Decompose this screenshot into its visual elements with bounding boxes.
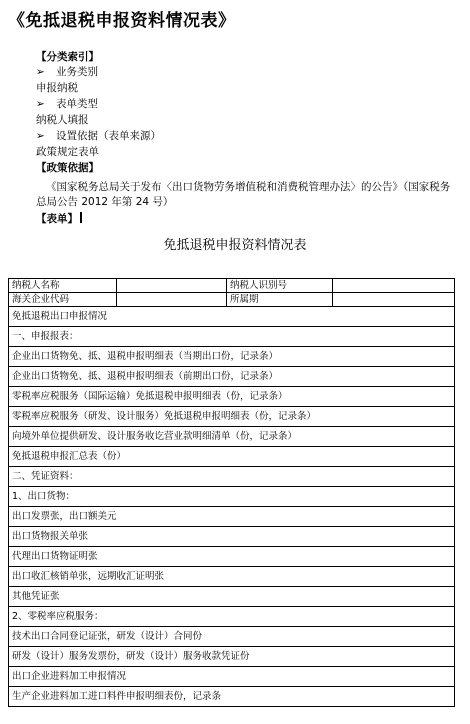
table-row — [9, 687, 455, 707]
category-index-heading: 【分类索引】 — [36, 51, 99, 63]
table-row-label: 1、出口货物： — [9, 487, 455, 507]
table-row-label: 企业出口货物免、抵、退税申报明细表（当期出口份，记录条） — [9, 347, 455, 367]
table-row — [9, 327, 455, 347]
bullet-arrow-icon: ➢ — [36, 98, 45, 110]
table-row — [9, 367, 455, 387]
table-row-label: 代理出口货物证明张 — [9, 547, 455, 567]
form-title: 免抵退税申报资料情况表 — [163, 238, 307, 253]
table-row — [9, 447, 455, 467]
table-row — [9, 567, 455, 587]
table-row — [9, 647, 455, 667]
period-field[interactable] — [333, 293, 455, 307]
table-row-label: 一、申报报表： — [9, 327, 455, 347]
bullet-arrow-icon: ➢ — [36, 130, 45, 142]
table-row — [9, 587, 455, 607]
basis-label-line — [36, 129, 161, 144]
bullet-arrow-icon: ➢ — [36, 66, 45, 78]
table-row-label: 零税率应税服务（研发、设计服务）免抵退税申报明细表（份，记录条） — [9, 407, 455, 427]
taxpayer-name-label: 纳税人名称 — [9, 279, 117, 293]
table-row-label: 向境外单位提供研发、设计服务收讫营业款明细清单（份，记录条） — [9, 427, 455, 447]
page-title: 《免抵退税申报资料情况表》 — [8, 11, 236, 31]
table-row — [9, 607, 455, 627]
table-row-label: 出口收汇核销单张，远期收汇证明张 — [9, 567, 455, 587]
table-row-label: 其他凭证张 — [9, 587, 455, 607]
form-heading-line — [36, 212, 82, 227]
form-type-value: 纳税人填报 — [36, 114, 89, 126]
policy-basis-heading: 【政策依据】 — [36, 162, 99, 174]
table-row — [9, 307, 455, 327]
table-row — [9, 507, 455, 527]
table-row — [9, 547, 455, 567]
table-row-label: 出口发票张，出口额美元 — [9, 507, 455, 527]
customs-code-field[interactable] — [117, 293, 227, 307]
basis-value: 政策规定表单 — [36, 146, 99, 158]
table-row-label: 生产企业进料加工进口料件申报明细表份，记录条 — [9, 687, 455, 707]
table-row — [9, 627, 455, 647]
table-row-label: 研发（设计）服务发票份，研发（设计）服务收款凭证份 — [9, 647, 455, 667]
table-header-row — [9, 293, 455, 307]
table-row-label: 出口企业进料加工申报情况 — [9, 667, 455, 687]
form-type-label-line — [36, 97, 98, 112]
declaration-table — [8, 278, 455, 707]
table-row — [9, 427, 455, 447]
table-row-label: 技术出口合同登记证张，研发（设计）合同份 — [9, 627, 455, 647]
table-row — [9, 527, 455, 547]
table-header-row — [9, 279, 455, 293]
table-row-label: 二、凭证资料： — [9, 467, 455, 487]
table-row — [9, 667, 455, 687]
business-type-value: 申报纳税 — [36, 82, 78, 94]
taxpayer-id-field[interactable] — [333, 279, 455, 293]
table-row-label: 免抵退税出口申报情况 — [9, 307, 455, 327]
table-row — [9, 347, 455, 367]
period-label: 所属期 — [227, 293, 333, 307]
policy-text: 《国家税务总局关于发布〈出口货物劳务增值税和消费税管理办法〉的公告》（国家税务总局公告 2012 年第 24 号） — [36, 181, 451, 208]
taxpayer-id-label: 纳税人识别号 — [227, 279, 333, 293]
form-heading: 【表单】 — [36, 213, 78, 225]
table-row-label: 出口货物报关单张 — [9, 527, 455, 547]
basis-label: 设置依据（表单来源） — [56, 130, 161, 142]
customs-code-label: 海关企业代码 — [9, 293, 117, 307]
table-row — [9, 487, 455, 507]
table-row-label: 免抵退税申报汇总表（份） — [9, 447, 455, 467]
form-type-label: 表单类型 — [56, 98, 98, 110]
table-row-label: 2、零税率应税服务： — [9, 607, 455, 627]
table-row — [9, 387, 455, 407]
text-cursor — [80, 212, 82, 223]
taxpayer-name-field[interactable] — [117, 279, 227, 293]
table-row — [9, 467, 455, 487]
table-row-label: 企业出口货物免、抵、退税申报明细表（前期出口份，记录条） — [9, 367, 455, 387]
table-row-label: 零税率应税服务（国际运输）免抵退税申报明细表（份，记录条） — [9, 387, 455, 407]
business-type-label: 业务类别 — [56, 66, 98, 78]
business-type-label-line — [36, 65, 98, 80]
table-row — [9, 407, 455, 427]
